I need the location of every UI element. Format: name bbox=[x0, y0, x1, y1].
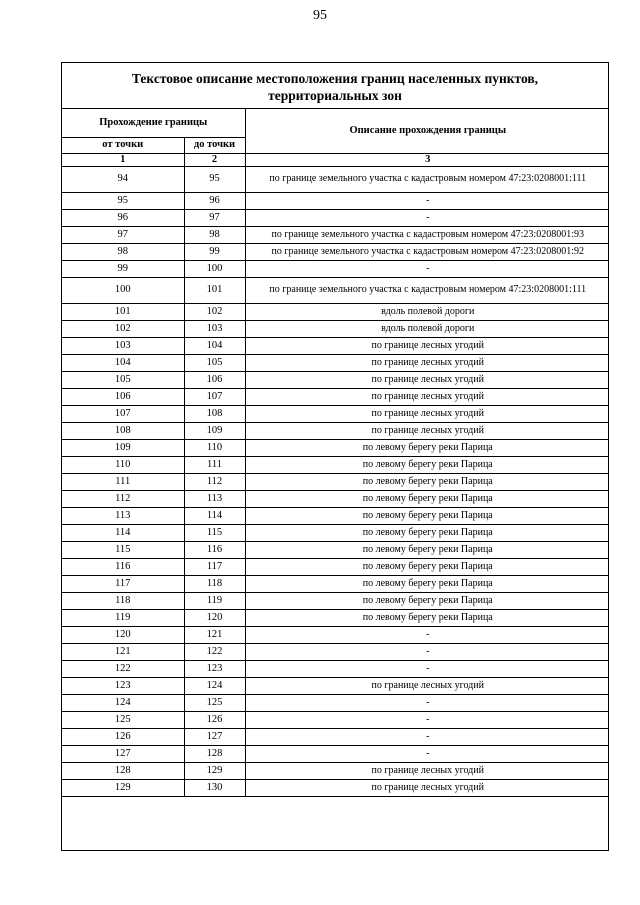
cell-description: по границе лесных угодий bbox=[245, 371, 609, 388]
cell-description: по границе лесных угодий bbox=[245, 405, 609, 422]
page-number: 95 bbox=[313, 8, 327, 23]
cell-to-point: 99 bbox=[184, 243, 245, 260]
table-row bbox=[62, 541, 609, 558]
table-row bbox=[62, 260, 609, 277]
table-row bbox=[62, 507, 609, 524]
table-row bbox=[62, 166, 609, 192]
table-row bbox=[62, 762, 609, 779]
cell-to-point: 101 bbox=[184, 277, 245, 303]
cell-description: по границе лесных угодий bbox=[245, 762, 609, 779]
table-row bbox=[62, 243, 609, 260]
table-row bbox=[62, 320, 609, 337]
cell-description: - bbox=[245, 728, 609, 745]
table-row bbox=[62, 745, 609, 762]
table-row bbox=[62, 575, 609, 592]
header-col-number-2: 2 bbox=[184, 153, 245, 166]
cell-to-point: 124 bbox=[184, 677, 245, 694]
cell-from-point: 99 bbox=[62, 260, 184, 277]
cell-to-point: 98 bbox=[184, 226, 245, 243]
table-row bbox=[62, 490, 609, 507]
cell-to-point: 106 bbox=[184, 371, 245, 388]
cell-description: по левому берегу реки Парица bbox=[245, 592, 609, 609]
cell-description: по левому берегу реки Парица bbox=[245, 490, 609, 507]
boundary-table bbox=[62, 109, 609, 797]
table-row bbox=[62, 337, 609, 354]
cell-description: по левому берегу реки Парица bbox=[245, 575, 609, 592]
cell-description: - bbox=[245, 626, 609, 643]
cell-to-point: 119 bbox=[184, 592, 245, 609]
cell-description: - bbox=[245, 745, 609, 762]
cell-to-point: 115 bbox=[184, 524, 245, 541]
cell-from-point: 104 bbox=[62, 354, 184, 371]
cell-from-point: 122 bbox=[62, 660, 184, 677]
cell-from-point: 119 bbox=[62, 609, 184, 626]
cell-description: по левому берегу реки Парица bbox=[245, 541, 609, 558]
cell-from-point: 116 bbox=[62, 558, 184, 575]
table-row bbox=[62, 677, 609, 694]
table-row bbox=[62, 405, 609, 422]
cell-description: по границе лесных угодий bbox=[245, 388, 609, 405]
cell-to-point: 102 bbox=[184, 303, 245, 320]
cell-from-point: 101 bbox=[62, 303, 184, 320]
cell-to-point: 107 bbox=[184, 388, 245, 405]
cell-to-point: 108 bbox=[184, 405, 245, 422]
cell-description: по левому берегу реки Парица bbox=[245, 473, 609, 490]
cell-description: вдоль полевой дороги bbox=[245, 303, 609, 320]
table-row bbox=[62, 439, 609, 456]
cell-to-point: 129 bbox=[184, 762, 245, 779]
table-row bbox=[62, 226, 609, 243]
cell-description: - bbox=[245, 643, 609, 660]
cell-from-point: 110 bbox=[62, 456, 184, 473]
cell-to-point: 120 bbox=[184, 609, 245, 626]
cell-description: по границе земельного участка с кадастровым номером 47:23:0208001:93 bbox=[245, 226, 609, 243]
cell-from-point: 94 bbox=[62, 166, 184, 192]
cell-to-point: 109 bbox=[184, 422, 245, 439]
cell-description: по границе земельного участка с кадастровым номером 47:23:0208001:111 bbox=[245, 277, 609, 303]
cell-description: по границе лесных угодий bbox=[245, 422, 609, 439]
table-row bbox=[62, 524, 609, 541]
table-title-line-1: Текстовое описание местоположения границ населенных пунктов, bbox=[131, 70, 539, 86]
cell-from-point: 98 bbox=[62, 243, 184, 260]
table-row bbox=[62, 354, 609, 371]
cell-to-point: 100 bbox=[184, 260, 245, 277]
table-row bbox=[62, 422, 609, 439]
cell-description: вдоль полевой дороги bbox=[245, 320, 609, 337]
cell-description: - bbox=[245, 260, 609, 277]
table-row bbox=[62, 558, 609, 575]
table-row bbox=[62, 192, 609, 209]
table-row bbox=[62, 209, 609, 226]
cell-to-point: 117 bbox=[184, 558, 245, 575]
cell-from-point: 107 bbox=[62, 405, 184, 422]
header-col-number-3: 3 bbox=[245, 153, 609, 166]
cell-from-point: 108 bbox=[62, 422, 184, 439]
cell-description: по границе земельного участка с кадастровым номером 47:23:0208001:111 bbox=[245, 166, 609, 192]
cell-to-point: 110 bbox=[184, 439, 245, 456]
cell-to-point: 104 bbox=[184, 337, 245, 354]
header-from-point: от точки bbox=[62, 137, 184, 153]
cell-to-point: 118 bbox=[184, 575, 245, 592]
cell-description: - bbox=[245, 711, 609, 728]
table-row bbox=[62, 592, 609, 609]
cell-to-point: 112 bbox=[184, 473, 245, 490]
cell-from-point: 109 bbox=[62, 439, 184, 456]
cell-description: - bbox=[245, 694, 609, 711]
table-row bbox=[62, 643, 609, 660]
table-row bbox=[62, 388, 609, 405]
table-row bbox=[62, 626, 609, 643]
header-passage: Прохождение границы bbox=[62, 109, 245, 137]
cell-to-point: 125 bbox=[184, 694, 245, 711]
table-title bbox=[62, 63, 608, 109]
cell-from-point: 128 bbox=[62, 762, 184, 779]
cell-description: - bbox=[245, 660, 609, 677]
cell-description: - bbox=[245, 192, 609, 209]
cell-description: - bbox=[245, 209, 609, 226]
cell-from-point: 113 bbox=[62, 507, 184, 524]
table-row bbox=[62, 456, 609, 473]
cell-from-point: 111 bbox=[62, 473, 184, 490]
cell-description: по левому берегу реки Парица bbox=[245, 507, 609, 524]
cell-description: по левому берегу реки Парица bbox=[245, 558, 609, 575]
table-row bbox=[62, 371, 609, 388]
table-row bbox=[62, 473, 609, 490]
cell-to-point: 97 bbox=[184, 209, 245, 226]
boundary-table-frame bbox=[61, 62, 609, 851]
table-row bbox=[62, 660, 609, 677]
cell-description: по границе лесных угодий bbox=[245, 677, 609, 694]
cell-from-point: 124 bbox=[62, 694, 184, 711]
cell-to-point: 122 bbox=[184, 643, 245, 660]
table-title-line-2: территориальных зон bbox=[268, 87, 402, 103]
cell-to-point: 126 bbox=[184, 711, 245, 728]
cell-from-point: 105 bbox=[62, 371, 184, 388]
cell-to-point: 96 bbox=[184, 192, 245, 209]
table-row bbox=[62, 728, 609, 745]
cell-from-point: 118 bbox=[62, 592, 184, 609]
table-row bbox=[62, 711, 609, 728]
cell-from-point: 114 bbox=[62, 524, 184, 541]
header-col-number-1: 1 bbox=[62, 153, 184, 166]
cell-to-point: 95 bbox=[184, 166, 245, 192]
cell-description: по границе лесных угодий bbox=[245, 779, 609, 796]
cell-to-point: 128 bbox=[184, 745, 245, 762]
table-row bbox=[62, 277, 609, 303]
cell-to-point: 127 bbox=[184, 728, 245, 745]
cell-description: по границе лесных угодий bbox=[245, 337, 609, 354]
cell-to-point: 123 bbox=[184, 660, 245, 677]
table-row bbox=[62, 609, 609, 626]
cell-from-point: 112 bbox=[62, 490, 184, 507]
cell-to-point: 121 bbox=[184, 626, 245, 643]
cell-from-point: 103 bbox=[62, 337, 184, 354]
cell-from-point: 100 bbox=[62, 277, 184, 303]
header-to-point: до точки bbox=[184, 137, 245, 153]
cell-from-point: 117 bbox=[62, 575, 184, 592]
cell-to-point: 116 bbox=[184, 541, 245, 558]
cell-to-point: 105 bbox=[184, 354, 245, 371]
cell-to-point: 113 bbox=[184, 490, 245, 507]
table-row bbox=[62, 694, 609, 711]
cell-to-point: 114 bbox=[184, 507, 245, 524]
table-row bbox=[62, 779, 609, 796]
cell-to-point: 103 bbox=[184, 320, 245, 337]
cell-from-point: 102 bbox=[62, 320, 184, 337]
cell-from-point: 115 bbox=[62, 541, 184, 558]
cell-from-point: 123 bbox=[62, 677, 184, 694]
cell-from-point: 96 bbox=[62, 209, 184, 226]
cell-from-point: 126 bbox=[62, 728, 184, 745]
cell-from-point: 125 bbox=[62, 711, 184, 728]
cell-description: по левому берегу реки Парица bbox=[245, 609, 609, 626]
cell-description: по левому берегу реки Парица bbox=[245, 524, 609, 541]
cell-from-point: 127 bbox=[62, 745, 184, 762]
cell-description: по левому берегу реки Парица bbox=[245, 456, 609, 473]
cell-to-point: 111 bbox=[184, 456, 245, 473]
table-row bbox=[62, 303, 609, 320]
cell-description: по левому берегу реки Парица bbox=[245, 439, 609, 456]
cell-to-point: 130 bbox=[184, 779, 245, 796]
cell-from-point: 97 bbox=[62, 226, 184, 243]
cell-description: по границе лесных угодий bbox=[245, 354, 609, 371]
cell-from-point: 121 bbox=[62, 643, 184, 660]
cell-description: по границе земельного участка с кадастровым номером 47:23:0208001:92 bbox=[245, 243, 609, 260]
cell-from-point: 95 bbox=[62, 192, 184, 209]
cell-from-point: 120 bbox=[62, 626, 184, 643]
header-description: Описание прохождения границы bbox=[245, 109, 609, 153]
cell-from-point: 129 bbox=[62, 779, 184, 796]
cell-from-point: 106 bbox=[62, 388, 184, 405]
